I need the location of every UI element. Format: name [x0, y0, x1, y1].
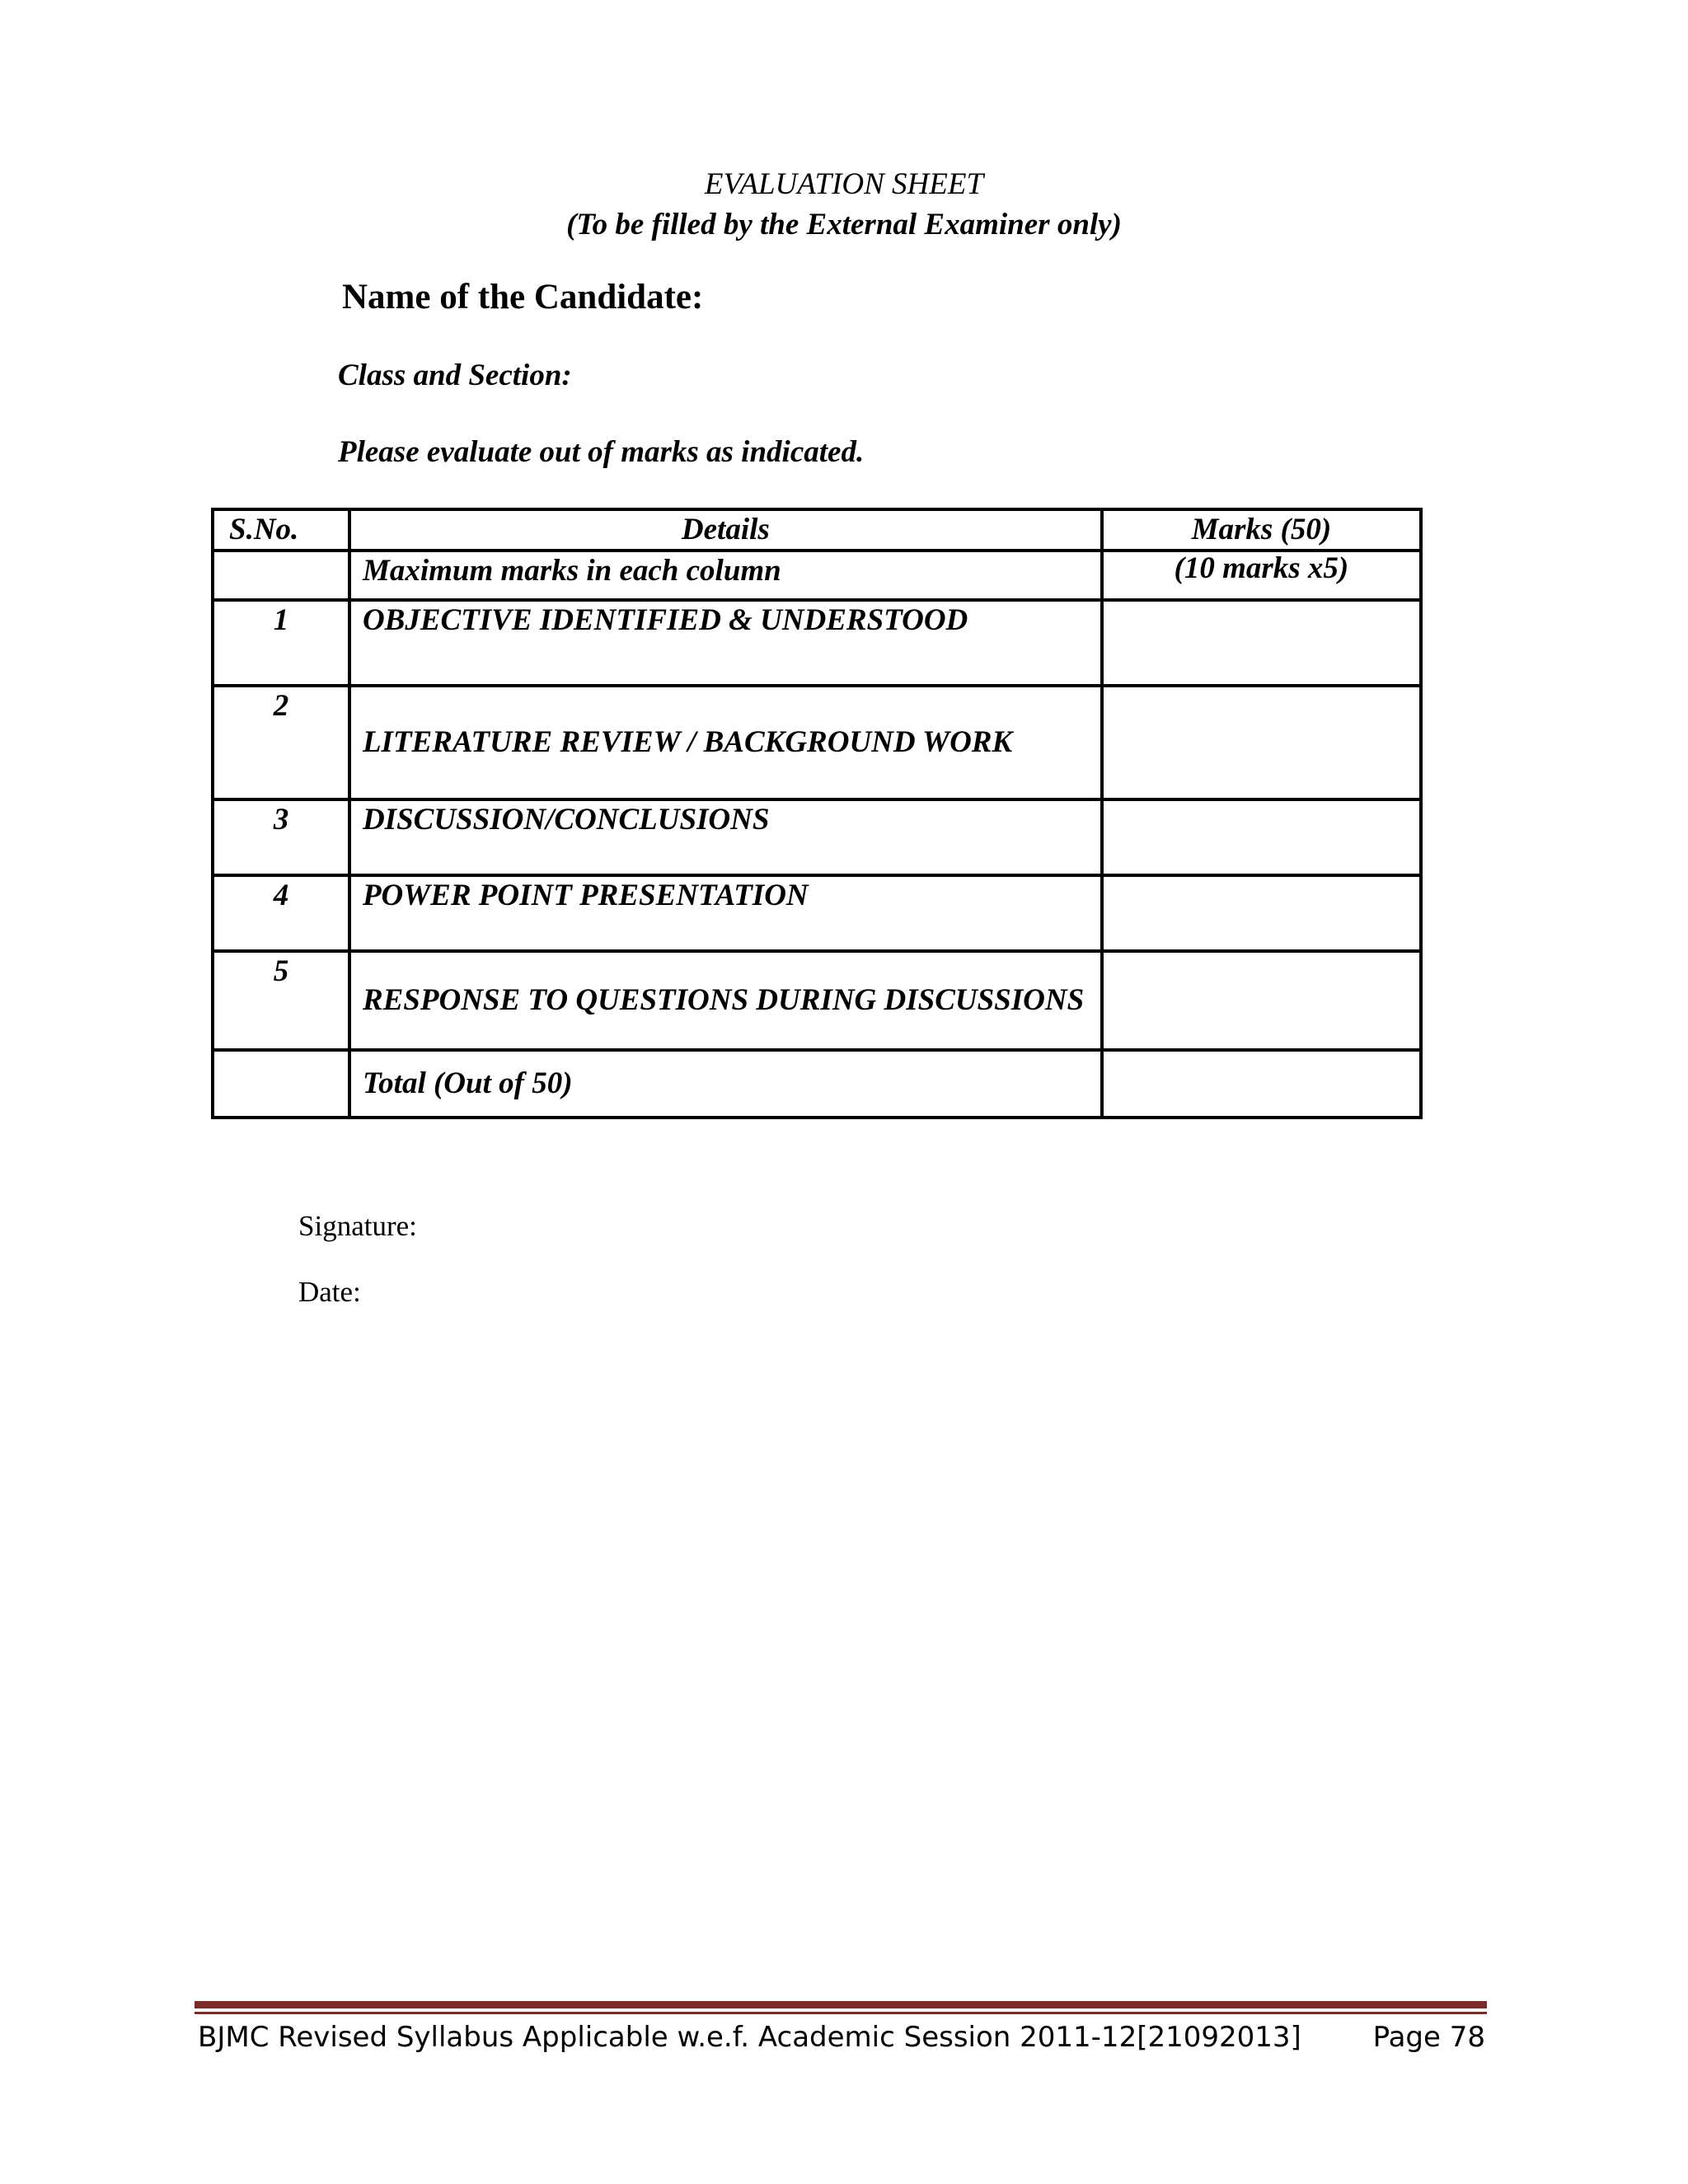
table-row	[213, 686, 1421, 799]
table-row	[213, 951, 1421, 1050]
row-details-cell: DISCUSSION/CONCLUSIONS	[349, 799, 1102, 875]
row-sno-cell: 2	[213, 686, 349, 799]
page-subtitle: (To be filled by the External Examiner only)	[566, 208, 1122, 241]
candidate-name-label: Name of the Candidate:	[342, 278, 704, 316]
max-marks-details-cell: Maximum marks in each column	[349, 551, 1102, 600]
page-title: EVALUATION SHEET	[704, 167, 984, 201]
row-details-cell: POWER POINT PRESENTATION	[349, 875, 1102, 951]
max-marks-value-cell: (10 marks x5)	[1102, 551, 1421, 600]
row-sno-cell: 4	[213, 875, 349, 951]
signature-label: Signature:	[298, 1210, 417, 1242]
total-marks-cell[interactable]	[1102, 1050, 1421, 1118]
evaluation-instruction: Please evaluate out of marks as indicated.	[338, 435, 865, 469]
table-row	[213, 799, 1421, 875]
row-sno-cell: 5	[213, 951, 349, 1050]
row-details-cell: LITERATURE REVIEW / BACKGROUND WORK	[349, 686, 1102, 799]
table-row-max-marks	[213, 551, 1421, 600]
row-marks-cell[interactable]	[1102, 600, 1421, 686]
table-row-total	[213, 1050, 1421, 1118]
row-marks-cell[interactable]	[1102, 951, 1421, 1050]
footer-syllabus-text: BJMC Revised Syllabus Applicable w.e.f. Academic Session 2011-12[21092013]	[198, 2021, 1301, 2054]
total-details-cell: Total (Out of 50)	[349, 1050, 1102, 1118]
evaluation-table	[211, 508, 1423, 1119]
table-header-row	[213, 509, 1421, 551]
row-sno-cell: 1	[213, 600, 349, 686]
date-label: Date:	[298, 1276, 361, 1308]
column-header-details: Details	[349, 509, 1102, 551]
footer-rule-thin	[195, 2012, 1487, 2014]
column-header-marks: Marks (50)	[1102, 509, 1421, 551]
table-row	[213, 600, 1421, 686]
row-details-cell: RESPONSE TO QUESTIONS DURING DISCUSSIONS	[349, 951, 1102, 1050]
footer-rule-thick	[195, 2001, 1487, 2008]
row-details-cell: OBJECTIVE IDENTIFIED & UNDERSTOOD	[349, 600, 1102, 686]
max-marks-sno-cell	[213, 551, 349, 600]
column-header-sno: S.No.	[213, 509, 349, 551]
row-marks-cell[interactable]	[1102, 686, 1421, 799]
total-sno-cell	[213, 1050, 349, 1118]
class-section-label: Class and Section:	[338, 359, 572, 392]
table-row	[213, 875, 1421, 951]
footer-page-number: Page 78	[1372, 2021, 1485, 2054]
row-marks-cell[interactable]	[1102, 799, 1421, 875]
row-sno-cell: 3	[213, 799, 349, 875]
row-marks-cell[interactable]	[1102, 875, 1421, 951]
